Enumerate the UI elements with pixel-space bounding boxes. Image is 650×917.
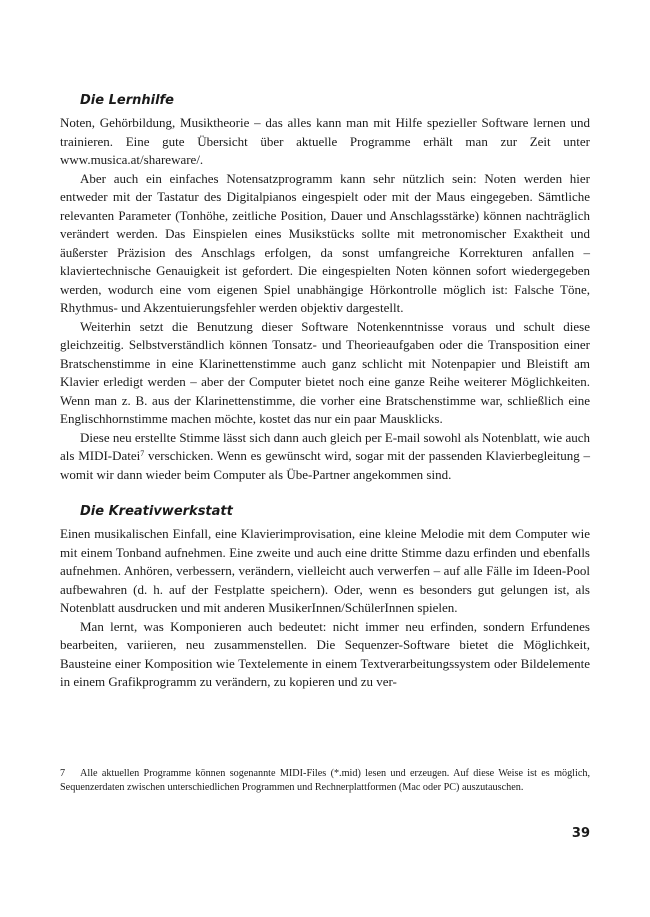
footnote-text: Alle aktuellen Programme können sogenannte MIDI-Files (*.mid) lesen und erzeugen. Auf diese Weise ist es möglich, Sequenzerdaten zwischen unterschiedlichen Programmen und Rechnerplattformen (Mac oder PC) auszutauschen. <box>60 768 590 793</box>
footnote <box>60 767 590 795</box>
footnote-reference: 7 <box>140 449 145 458</box>
paragraph: Aber auch ein einfaches Notensatzprogramm kann sehr nützlich sein: Noten werden hier entweder mit der Tastatur des Digitalpianos eingespielt oder mit der Maus eingegeben. Sämtliche relevanten Parameter (Tonhöhe, zeitliche Position, Dauer und Anschlagsstärke) können nachträglich verändert werden. Das Einspielen eines Musikstücks sollte mit metronomischer Exaktheit und äußerster Präzision des Anschlags erfolgen, da sonst umfangreiche Korrekturen anfallen – klaviertechnische Genauigkeit ist gefordert. Die eingespielten Noten können sofort wiedergegeben werden, wodurch eine vom eigenen Spiel unabhängige Hörkontrolle möglich ist: Falsche Töne, Rhythmus- und Akzentuierungsfehler werden objektiv dargestellt. <box>60 170 590 315</box>
paragraph: Man lernt, was Komponieren auch bedeutet: nicht immer neu erfinden, sondern Erfundenes bearbeiten, variieren, neu zusammenstellen. Die Sequenzer-Software bietet die Möglichkeit, Bausteine einer Komposition wie Textelemente in einem Textverarbeitungssystem oder Bildelemente in einem Grafikprogramm zu verändern, zu kopieren und zu ver- <box>60 618 590 689</box>
paragraph: Noten, Gehörbildung, Musiktheorie – das alles kann man mit Hilfe spezieller Software lernen und trainieren. Eine gute Übersicht über aktuelle Programme erhält man zur Zeit unter www.musica.at/shareware/. <box>60 115 590 167</box>
paragraph-text: verschicken. Wenn es gewünscht wird, sogar mit der passenden Klavierbegleitung – womit wir dann wieder beim Computer als Übe-Partner angekommen sind. <box>60 448 590 482</box>
footnote-number: 7 <box>60 768 66 779</box>
paragraph-text: Diese neu erstellte Stimme lässt sich dann auch gleich per E-mail sowohl als Notenblatt, wie auch als MIDI-Datei <box>60 429 590 463</box>
paragraph <box>60 429 590 485</box>
section-heading-kreativwerkstatt: Die Kreativwerkstatt <box>80 504 233 519</box>
page-number: 39 <box>571 826 590 841</box>
paragraph: Einen musikalischen Einfall, eine Klavierimprovisation, eine kleine Melodie mit dem Computer wie mit einem Tonband aufnehmen. Eine zweite und auch eine dritte Stimme dazu erfinden und ebenfalls aufnehmen. Anhören, verbessern, verändern, vielleicht auch verwerfen – auf alle Fälle im Ideen-Pool aufbewahren (d. h. auf der Festplatte speichern). Oder, wenn es besonders gut gelungen ist, als Notenblatt ausdrucken und mit anderen MusikerInnen/SchülerInnen spielen. <box>60 526 590 615</box>
paragraph: Weiterhin setzt die Benutzung dieser Software Notenkenntnisse voraus und schult diese gleichzeitig. Selbstverständlich können Tonsatz- und Theorieaufgaben oder die Transposition einer Bratschenstimme in eine Klarinettenstimme auch ganz schlicht mit Notenpapier und Bleistift am Klavier erledigt werden – aber der Computer bietet noch eine ganze Reihe weiterer Möglichkeiten. Wenn man z. B. aus der Klarinettenstimme, die vorher eine Bratschenstimme war, schließlich eine Englischhornstimme machen möchte, kostet das nur ein paar Mausklicks. <box>60 318 590 426</box>
section-heading-lernhilfe: Die Lernhilfe <box>80 93 174 108</box>
main-text <box>60 91 590 692</box>
